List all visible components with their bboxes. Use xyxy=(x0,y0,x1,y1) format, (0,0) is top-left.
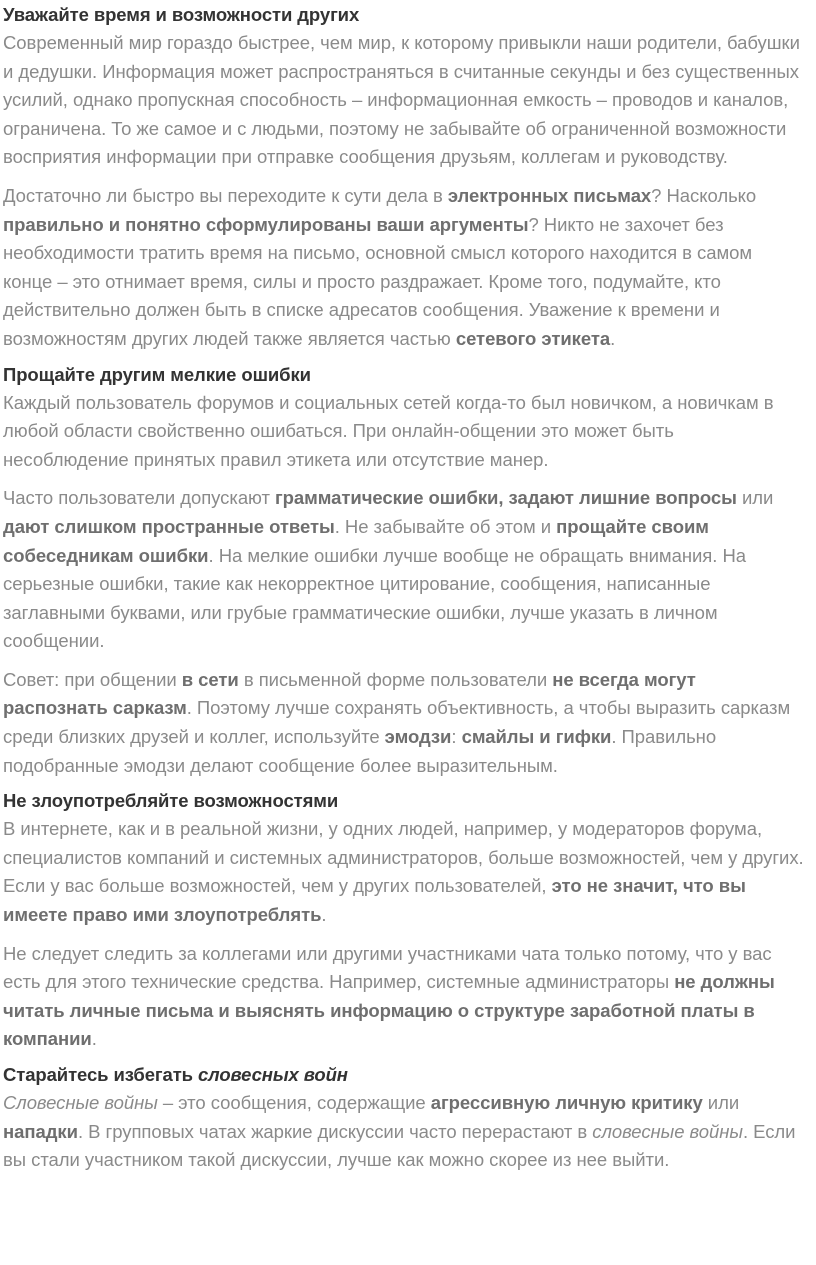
text: ? Никто не захочет без необходимости тратить время на письмо, основной смысл которого находится в самом конце – это отнимает время, силы и просто раздражает. Кроме того, подумайте, кто действительно должен быть в списке адресатов сообщения. Уважение к времени и возможностям других людей также является частью xyxy=(3,213,753,349)
bold-text: не всегда могут распознать сарказм xyxy=(3,668,696,719)
paragraph xyxy=(3,666,804,780)
bold-text: агрессивную личную критику xyxy=(430,1092,703,1113)
italic-text: Словесные войны xyxy=(3,1092,158,1113)
section-no-abuse xyxy=(3,790,804,1054)
section-forgive-errors xyxy=(3,364,804,781)
bold-text: электронных письмах xyxy=(447,184,652,206)
paragraph xyxy=(3,182,804,354)
bold-text: это не значит, что вы имеете право ими злоупотреблять xyxy=(3,875,746,926)
heading-no-abuse: Не злоупотребляйте возможностями xyxy=(3,790,339,812)
heading-italic-text: словесных войн xyxy=(197,1064,348,1085)
bold-text: в сети xyxy=(181,668,239,690)
bold-text: прощайте своим собеседникам ошибки xyxy=(3,515,709,566)
text: – это сообщения, содержащие xyxy=(157,1092,431,1113)
text: . Поэтому лучше сохранять объективность, а чтобы выразить сарказм среди близких друзей и коллег, используйте xyxy=(3,697,791,748)
paragraph: Современный мир гораздо быстрее, чем мир, к которому привыкли наши родители, бабушки и дедушки. Информация может распространяться в считанные секунды и без существенных усилий, однако пропускная способность – информационная емкость – проводов и каналов, ограничена. То же самое и с людьми, поэтому не забывайте об ограниченной возможности восприятия информации при отправке сообщения друзьям, коллегам и руководству. xyxy=(3,32,800,168)
heading-flame-wars xyxy=(3,1064,804,1086)
text: Совет: при общении xyxy=(3,668,182,690)
bold-text: нападки xyxy=(3,1120,78,1142)
text: : xyxy=(451,726,462,748)
italic-text: словесные войны xyxy=(592,1120,743,1142)
text: в письменной форме пользователи xyxy=(238,668,553,690)
bold-text: не должны читать личные письма и выяснять информацию о структуре заработной платы в компании xyxy=(3,971,775,1050)
paragraph xyxy=(3,815,804,929)
paragraph: Каждый пользователь форумов и социальных сетей когда-то был новичком, а новичкам в любой области свойственно ошибаться. При онлайн-общении это может быть несоблюдение принятых правил этикета или отсутствие манер. xyxy=(3,391,774,470)
text: ? Насколько xyxy=(651,184,757,206)
text: В интернете, как и в реальной жизни, у одних людей, например, у модераторов форума, специалистов компаний и системных администраторов, больше возможностей, чем у других. Если у вас больше возможностей, чем у других пользователей, xyxy=(3,818,804,897)
paragraph xyxy=(3,1089,804,1175)
text: . В групповых чатах жаркие дискуссии часто перерастают в xyxy=(77,1120,593,1142)
section-flame-wars xyxy=(3,1064,804,1175)
text: . На мелкие ошибки лучше вообще не обращать внимания. На серьезные ошибки, такие как некорректное цитирование, сообщения, написанные заглавными буквами, или грубые грамматические ошибки, лучше указать в личном сообщении. xyxy=(3,544,746,652)
bold-text: сетевого этикета xyxy=(455,327,611,349)
heading-text: Старайтесь избегать xyxy=(3,1064,198,1085)
section-respect-time xyxy=(3,4,804,354)
bold-text: смайлы и гифки xyxy=(461,726,612,748)
paragraph xyxy=(3,940,804,1054)
text: Достаточно ли быстро вы переходите к сути дела в xyxy=(3,184,448,206)
text: или xyxy=(702,1092,740,1113)
paragraph xyxy=(3,484,804,656)
text: . xyxy=(91,1028,97,1050)
bold-text: эмодзи xyxy=(384,726,452,748)
bold-text: правильно и понятно сформулированы ваши аргументы xyxy=(3,213,529,235)
text: или xyxy=(736,487,774,509)
text: . xyxy=(321,904,327,926)
bold-text: дают слишком пространные ответы xyxy=(3,515,335,537)
text: Не следует следить за коллегами или другими участниками чата только потому, что у вас есть для этого технические средства. Например, системные администраторы xyxy=(3,942,772,993)
text: . Правильно подобранные эмодзи делают сообщение более выразительным. xyxy=(3,726,717,776)
text: . Если вы стали участником такой дискуссии, лучше как можно скорее из нее выйти. xyxy=(3,1120,796,1171)
heading-respect-time: Уважайте время и возможности других xyxy=(3,4,360,25)
bold-text: грамматические ошибки, задают лишние вопросы xyxy=(275,487,737,509)
text: . Не забывайте об этом и xyxy=(334,515,557,537)
text: Часто пользователи допускают xyxy=(3,487,275,509)
text: . xyxy=(610,327,616,349)
heading-forgive-errors: Прощайте другим мелкие ошибки xyxy=(3,363,311,385)
